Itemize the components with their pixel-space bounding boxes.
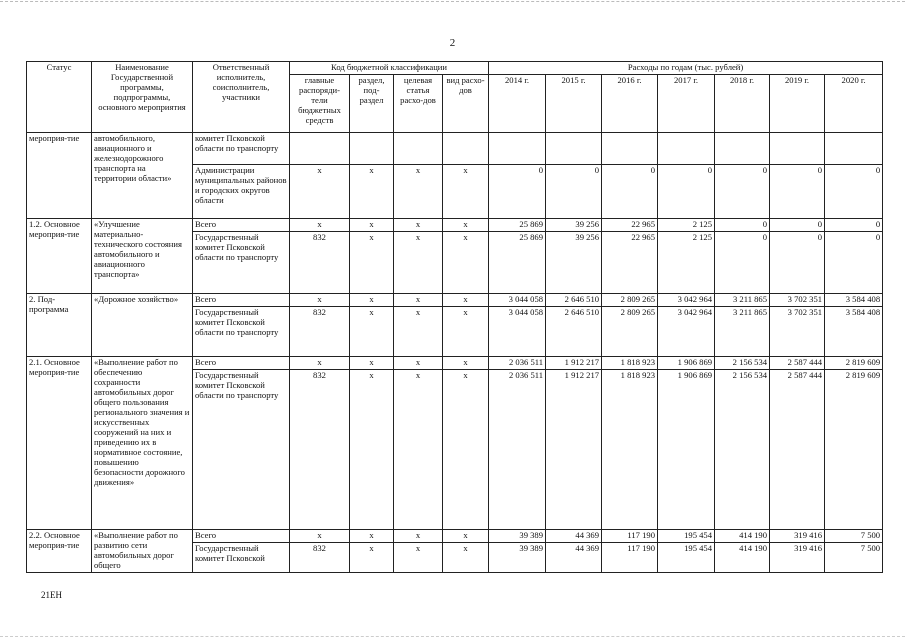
cell-grbs: 832 [290,306,350,356]
header-year: 2020 г. [825,74,883,132]
cell-value: 0 [489,164,546,218]
cell-target: х [394,218,443,231]
cell-value [825,132,883,164]
cell-value: 3 702 351 [770,293,825,306]
cell-value: 319 416 [770,529,825,542]
table-row [27,132,883,164]
header-year: 2014 г. [489,74,546,132]
cell-value: 3 042 964 [658,293,715,306]
cell-section: х [350,218,394,231]
cell-grbs: 832 [290,542,350,572]
cell-target: х [394,306,443,356]
cell-value: 2 809 265 [602,293,658,306]
cell-section: х [350,231,394,293]
row-status: 2.1. Основное мероприя-тие [27,356,92,529]
cell-value: 1 906 869 [658,356,715,369]
cell-section: х [350,542,394,572]
row-executor: Государственный комитет Псковской области по транспорту [193,231,290,293]
cell-value: 3 702 351 [770,306,825,356]
cell-value: 0 [602,164,658,218]
table-row [27,218,883,231]
cell-target: х [394,529,443,542]
row-status: 2. Под-программа [27,293,92,356]
cell-value: 22 965 [602,218,658,231]
cell-value: 39 256 [546,231,602,293]
cell-value: 319 416 [770,542,825,572]
cell-value [489,132,546,164]
row-name: «Выполнение работ по развитию сети автомобильных дорог общего [92,529,193,572]
cell-value: 3 584 408 [825,306,883,356]
cell-value: 25 869 [489,218,546,231]
row-executor: Государственный комитет Псковской области по транспорту [193,306,290,356]
cell-value: 0 [715,231,770,293]
cell-kind: х [443,231,489,293]
row-status: 1.2. Основное мероприя-тие [27,218,92,293]
cell-section: х [350,293,394,306]
header-executor: Ответственный исполнитель, соисполнитель, участники [193,62,290,133]
cell-value: 7 500 [825,542,883,572]
cell-value: 414 190 [715,542,770,572]
cell-value: 22 965 [602,231,658,293]
table-row [27,529,883,542]
cell-value: 2 036 511 [489,369,546,529]
cell-target: х [394,231,443,293]
cell-value: 2 819 609 [825,369,883,529]
table-row [27,356,883,369]
cell-kind: х [443,306,489,356]
header-year: 2019 г. [770,74,825,132]
cell-value: 2 125 [658,231,715,293]
cell-kind: х [443,369,489,529]
scan-edge-top [0,1,905,2]
cell-value: 0 [715,218,770,231]
scan-edge-bottom [0,636,905,637]
header-target: целевая статья расхо-дов [394,74,443,132]
cell-value: 0 [770,164,825,218]
header-year: 2015 г. [546,74,602,132]
row-executor: Всего [193,529,290,542]
cell-target: х [394,164,443,218]
cell-value: 3 211 865 [715,306,770,356]
cell-value: 3 042 964 [658,306,715,356]
row-status: 2.2. Основное мероприя-тие [27,529,92,572]
cell-value: 195 454 [658,542,715,572]
cell-value: 1 818 923 [602,356,658,369]
header-kind: вид расхо-дов [443,74,489,132]
header-grbs: главные распоряди-тели бюджетных средств [290,74,350,132]
cell-value: 117 190 [602,529,658,542]
cell-target: х [394,356,443,369]
cell-value: 2 156 534 [715,369,770,529]
cell-value: 39 256 [546,218,602,231]
cell-target: х [394,293,443,306]
table-row [27,293,883,306]
cell-kind: х [443,356,489,369]
cell-grbs [290,132,350,164]
cell-value [715,132,770,164]
header-year: 2016 г. [602,74,658,132]
cell-value: 2 036 511 [489,356,546,369]
row-name: «Выполнение работ по обеспечению сохранности автомобильных дорог общего пользования регионального значения и искусственных сооружений на них и приведению их в нормативное состояние, повышению безопасности дорожного движения» [92,356,193,529]
cell-kind: х [443,542,489,572]
cell-value: 2 587 444 [770,369,825,529]
cell-value: 1 818 923 [602,369,658,529]
cell-value: 3 211 865 [715,293,770,306]
cell-value: 2 125 [658,218,715,231]
cell-value: 3 044 058 [489,293,546,306]
cell-value: 2 156 534 [715,356,770,369]
cell-value: 25 869 [489,231,546,293]
row-executor: Государственный комитет Псковской [193,542,290,572]
cell-grbs: 832 [290,231,350,293]
cell-grbs: х [290,218,350,231]
cell-value: 1 906 869 [658,369,715,529]
cell-value: 0 [715,164,770,218]
cell-value: 0 [825,231,883,293]
cell-grbs: х [290,356,350,369]
header-budget-code: Код бюджетной классификации [290,62,489,75]
cell-value: 3 584 408 [825,293,883,306]
cell-value: 2 587 444 [770,356,825,369]
cell-value: 117 190 [602,542,658,572]
footer-code: 21ЕН [41,590,62,600]
header-section: раздел, под-раздел [350,74,394,132]
cell-value: 39 389 [489,529,546,542]
cell-kind: х [443,164,489,218]
cell-value: 2 809 265 [602,306,658,356]
cell-value: 0 [770,218,825,231]
cell-value: 0 [546,164,602,218]
cell-kind: х [443,529,489,542]
cell-section: х [350,356,394,369]
cell-section [350,132,394,164]
row-executor: комитет Псковской области по транспорту [193,132,290,164]
row-name: «Улучшение материально-технического состояния автомобильного и авиационного транспорта» [92,218,193,293]
cell-value: 414 190 [715,529,770,542]
header-year: 2018 г. [715,74,770,132]
cell-value: 44 369 [546,529,602,542]
cell-value [546,132,602,164]
cell-section: х [350,164,394,218]
header-status: Статус [27,62,92,133]
cell-value: 39 389 [489,542,546,572]
cell-value [658,132,715,164]
row-executor: Государственный комитет Псковской области по транспорту [193,369,290,529]
cell-value: 1 912 217 [546,356,602,369]
cell-value: 2 819 609 [825,356,883,369]
cell-value: 0 [770,231,825,293]
row-executor: Всего [193,218,290,231]
cell-grbs: 832 [290,369,350,529]
row-name: автомобильного, авиационного и железнодорожного транспорта на территории области» [92,132,193,218]
cell-value: 195 454 [658,529,715,542]
cell-value [770,132,825,164]
cell-grbs: х [290,293,350,306]
cell-value: 7 500 [825,529,883,542]
header-name: Наименование Государственной программы, подпрограммы, основного мероприятия [92,62,193,133]
cell-value: 44 369 [546,542,602,572]
cell-value: 1 912 217 [546,369,602,529]
cell-kind: х [443,218,489,231]
cell-grbs: х [290,164,350,218]
row-executor: Всего [193,356,290,369]
page-number: 2 [449,37,456,49]
cell-value: 3 044 058 [489,306,546,356]
cell-kind [443,132,489,164]
cell-section: х [350,529,394,542]
cell-grbs: х [290,529,350,542]
cell-value: 0 [825,164,883,218]
cell-kind: х [443,293,489,306]
cell-section: х [350,306,394,356]
cell-target: х [394,542,443,572]
row-status: мероприя-тие [27,132,92,218]
cell-target [394,132,443,164]
header-expenses: Расходы по годам (тыс. рублей) [489,62,883,75]
header-year: 2017 г. [658,74,715,132]
row-executor: Администрации муниципальных районов и городских округов области [193,164,290,218]
row-name: «Дорожное хозяйство» [92,293,193,356]
cell-section: х [350,369,394,529]
cell-value: 2 646 510 [546,306,602,356]
budget-table [26,61,883,573]
cell-value: 2 646 510 [546,293,602,306]
cell-value: 0 [825,218,883,231]
row-executor: Всего [193,293,290,306]
cell-target: х [394,369,443,529]
cell-value [602,132,658,164]
cell-value: 0 [658,164,715,218]
